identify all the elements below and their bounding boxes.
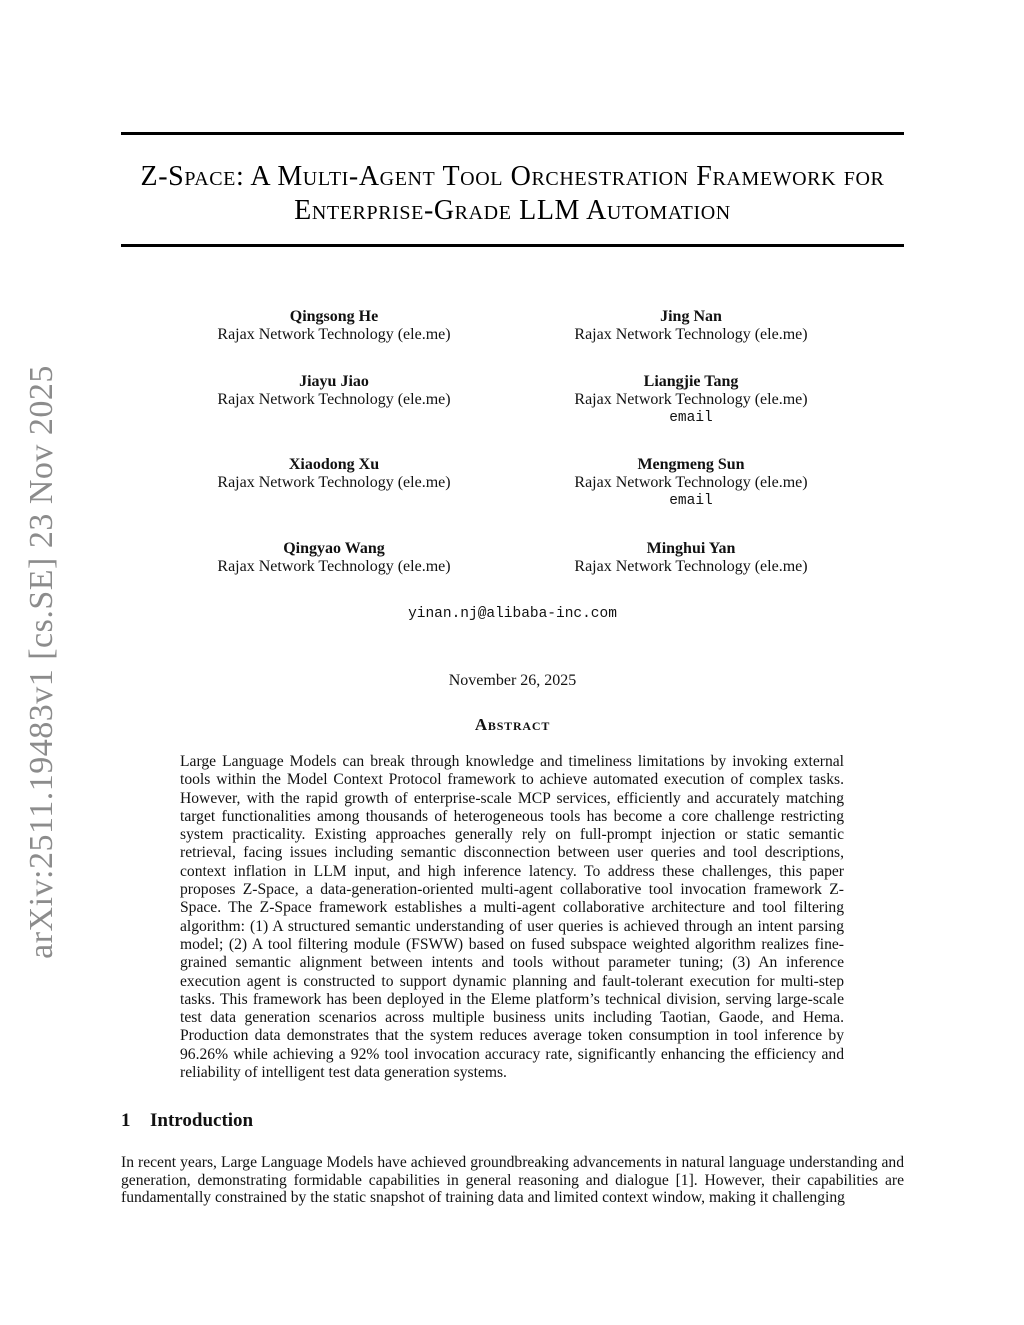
author-entry bbox=[566, 456, 816, 510]
author-email: email bbox=[669, 410, 713, 426]
author-email: email bbox=[669, 493, 713, 509]
section-title: Introduction bbox=[150, 1110, 254, 1131]
author-affiliation: Rajax Network Technology (ele.me) bbox=[217, 558, 451, 575]
author-entry bbox=[566, 540, 816, 576]
author-affiliation: Rajax Network Technology (ele.me) bbox=[217, 326, 451, 343]
author-name: Qingyao Wang bbox=[283, 540, 385, 557]
title-rule-bottom bbox=[121, 244, 904, 247]
author-entry bbox=[566, 308, 816, 344]
author-name: Minghui Yan bbox=[646, 540, 736, 557]
author-name: Jing Nan bbox=[660, 308, 722, 325]
arxiv-identifier: arXiv:2511.19483v1 [cs.SE] 23 Nov 2025 bbox=[23, 365, 60, 959]
author-entry bbox=[209, 540, 459, 576]
author-name: Xiaodong Xu bbox=[288, 456, 380, 473]
author-entry bbox=[209, 373, 459, 427]
section-number: 1 bbox=[121, 1110, 131, 1131]
author-name: Liangjie Tang bbox=[643, 373, 739, 390]
author-affiliation: Rajax Network Technology (ele.me) bbox=[217, 474, 451, 491]
author-entry bbox=[209, 308, 459, 344]
author-name: Qingsong He bbox=[289, 308, 379, 325]
abstract-heading: Abstract bbox=[474, 715, 551, 734]
author-row bbox=[121, 308, 904, 344]
author-affiliation: Rajax Network Technology (ele.me) bbox=[574, 326, 808, 343]
author-row bbox=[121, 373, 904, 427]
author-name: Jiayu Jiao bbox=[299, 373, 369, 390]
paper-title: Z-Space: A Multi-Agent Tool Orchestration Framework for Enterprise-Grade LLM Automation bbox=[140, 161, 885, 226]
author-affiliation: Rajax Network Technology (ele.me) bbox=[574, 391, 808, 408]
section-body-text: In recent years, Large Language Models have achieved groundbreaking advancements in natural language understanding and generation, demonstrating formidable capabilities in general reasoning and dialogue [1]. However, their capabilities are fundamentally constrained by the static snapshot of training data and limited context window, making it challenging bbox=[121, 1154, 904, 1207]
title-rule-top bbox=[121, 132, 904, 135]
author-affiliation: Rajax Network Technology (ele.me) bbox=[217, 391, 451, 408]
author-name: Mengmeng Sun bbox=[637, 456, 745, 473]
author-affiliation: Rajax Network Technology (ele.me) bbox=[574, 558, 808, 575]
contact-email: yinan.nj@alibaba-inc.com bbox=[408, 606, 617, 622]
author-affiliation: Rajax Network Technology (ele.me) bbox=[574, 474, 808, 491]
section-heading bbox=[121, 1110, 253, 1132]
abstract-text: Large Language Models can break through knowledge and timeliness limitations by invoking external tools within the Model Context Protocol framework to achieve automated execution of complex tasks. However, with the rapid growth of enterprise-scale MCP services, efficiently and accurately matching target functionalities among thousands of heterogeneous tools has become a core challenge restricting system practicality. Existing approaches generally rely on full-prompt injection or static semantic retrieval, facing issues including semantic disconnection between user queries and tool descriptions, context inflation in LLM input, and high inference latency. To address these challenges, this paper proposes Z-Space, a data-generation-oriented multi-agent collaborative tool invocation framework Z-Space. The Z-Space framework establishes a multi-agent collaborative architecture and tool filtering algorithm: (1) A structured semantic understanding of user queries is achieved through an intent parsing model; (2) A tool filtering module (FSWW) based on fused subspace weighted algorithm realizes fine-grained semantic alignment between intents and tools without parameter tuning; (3) An inference execution agent is constructed to support dynamic planning and fault-tolerant execution for multi-step tasks. This framework has been deployed in the Eleme platform’s technical division, serving large-scale test data generation scenarios across multiple business units including Taotian, Gaode, and Hema. Production data demonstrates that the system reduces average token consumption in tool inference by 96.26% while achieving a 92% tool invocation accuracy rate, significantly enhancing the efficiency and reliability of intelligent test data generation systems. bbox=[180, 753, 844, 1082]
author-entry bbox=[209, 456, 459, 510]
publication-date: November 26, 2025 bbox=[448, 672, 577, 689]
author-row bbox=[121, 456, 904, 510]
author-row bbox=[121, 540, 904, 576]
author-entry bbox=[566, 373, 816, 427]
